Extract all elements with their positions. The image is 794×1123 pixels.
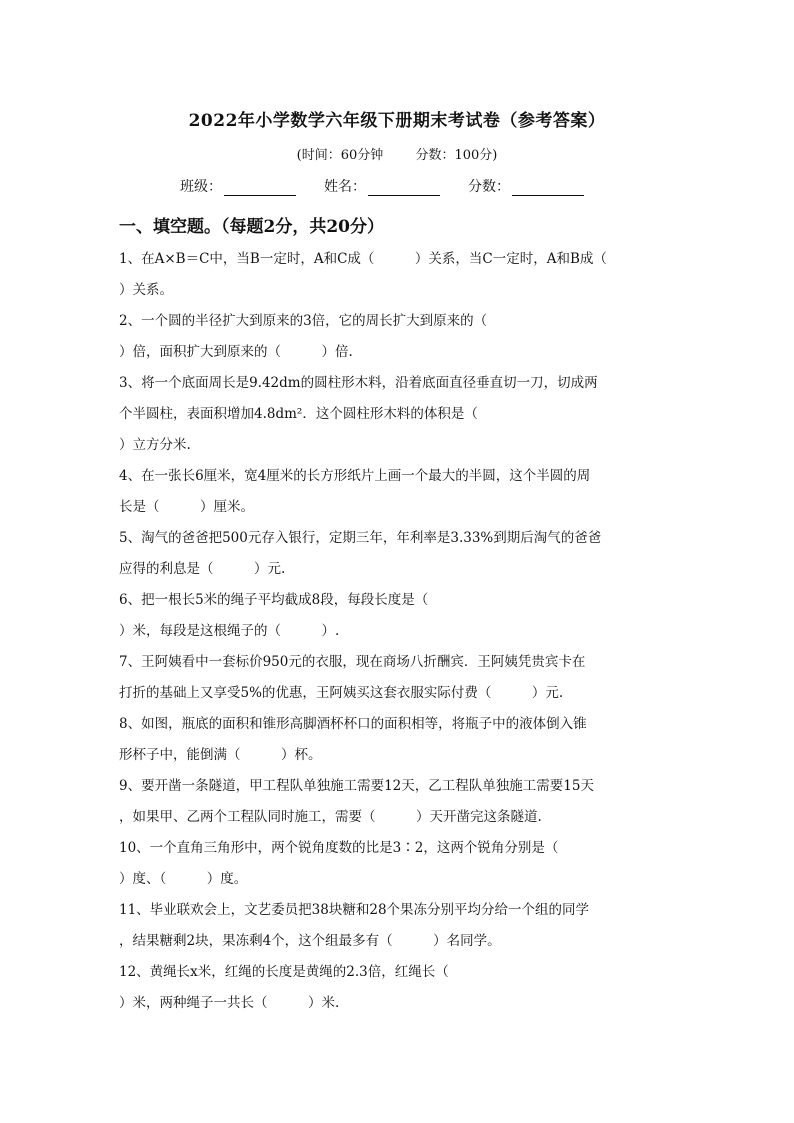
name-blank [368, 181, 440, 196]
class-label: 班级： [180, 179, 222, 195]
question-line: 应得的利息是（ ）元. [119, 561, 286, 577]
question-line: 1、在A×B＝C中，当B一定时，A和C成（ ）关系，当C一定时，A和B成（ [119, 251, 607, 267]
name-label: 姓名： [324, 179, 366, 195]
question-line: 个半圆柱，表面积增加4.8dm²．这个圆柱形木料的体积是（ [119, 406, 478, 422]
student-info-line [180, 176, 612, 196]
section-heading-fill-blank: 一、填空题。（每题2分，共20分） [119, 217, 384, 237]
score-field [468, 176, 584, 196]
question-line: 2、一个圆的半径扩大到原来的3倍，它的周长扩大到原来的（ [119, 313, 488, 329]
question-line: 长是（ ）厘米。 [119, 499, 254, 515]
class-blank [224, 181, 296, 196]
question-line: ）倍，面积扩大到原来的（ ）倍. [119, 344, 353, 360]
question-line: 形杯子中，能倒满（ ）杯。 [119, 747, 322, 763]
question-line: ）米，两种绳子一共长（ ）米. [119, 995, 340, 1011]
score-label: 分数： [468, 179, 510, 195]
question-list [119, 244, 679, 1019]
question-line: ）立方分米. [119, 437, 191, 453]
question-line: 11、毕业联欢会上，文艺委员把38块糖和28个果冻分别平均分给一个组的同学 [119, 902, 590, 918]
name-field [324, 176, 440, 196]
exam-title: 2022年小学数学六年级下册期末考试卷（参考答案） [188, 111, 606, 131]
question-line: 打折的基础上又享受5%的优惠，王阿姨买这套衣服实际付费（ ）元. [119, 685, 564, 701]
question-line: 12、黄绳长x米，红绳的长度是黄绳的2.3倍，红绳长（ [119, 964, 449, 980]
question-line: ）度、（ ）度。 [119, 871, 248, 887]
exam-total-score: 分数：100分) [415, 148, 498, 163]
question-line: ，如果甲、乙两个工程队同时施工，需要（ ）天开凿完这条隧道. [119, 809, 542, 825]
question-line: 3、将一个底面周长是9.42dm的圆柱形木料，沿着底面直径垂直切一刀，切成两 [119, 375, 598, 391]
question-line: ）关系。 [119, 282, 173, 298]
exam-time: (时间：60分钟 [296, 148, 384, 163]
question-line: 6、把一根长5米的绳子平均截成8段，每段长度是（ [119, 592, 429, 608]
class-field [180, 176, 296, 196]
question-line: 10、一个直角三角形中，两个锐角度数的比是3∶2，这两个锐角分别是（ [119, 840, 559, 856]
question-line: 5、淘气的爸爸把500元存入银行，定期三年，年利率是3.33%到期后淘气的爸爸 [119, 530, 602, 546]
question-line: 9、要开凿一条隧道，甲工程队单独施工需要12天，乙工程队单独施工需要15天 [119, 778, 594, 794]
question-line: 4、在一张长6厘米，宽4厘米的长方形纸片上画一个最大的半圆，这个半圆的周 [119, 468, 591, 484]
question-line: 7、王阿姨看中一套标价950元的衣服，现在商场八折酬宾．王阿姨凭贵宾卡在 [119, 654, 586, 670]
question-line: ）米，每段是这根绳子的（ ）. [119, 623, 340, 639]
question-line: 8、如图，瓶底的面积和锥形高脚酒杯杯口的面积相等，将瓶子中的液体倒入锥 [119, 716, 587, 732]
exam-subtitle [0, 144, 794, 163]
score-blank [512, 181, 584, 196]
question-line: ，结果糖剩2块，果冻剩4个，这个组最多有（ ）名同学。 [119, 933, 501, 949]
